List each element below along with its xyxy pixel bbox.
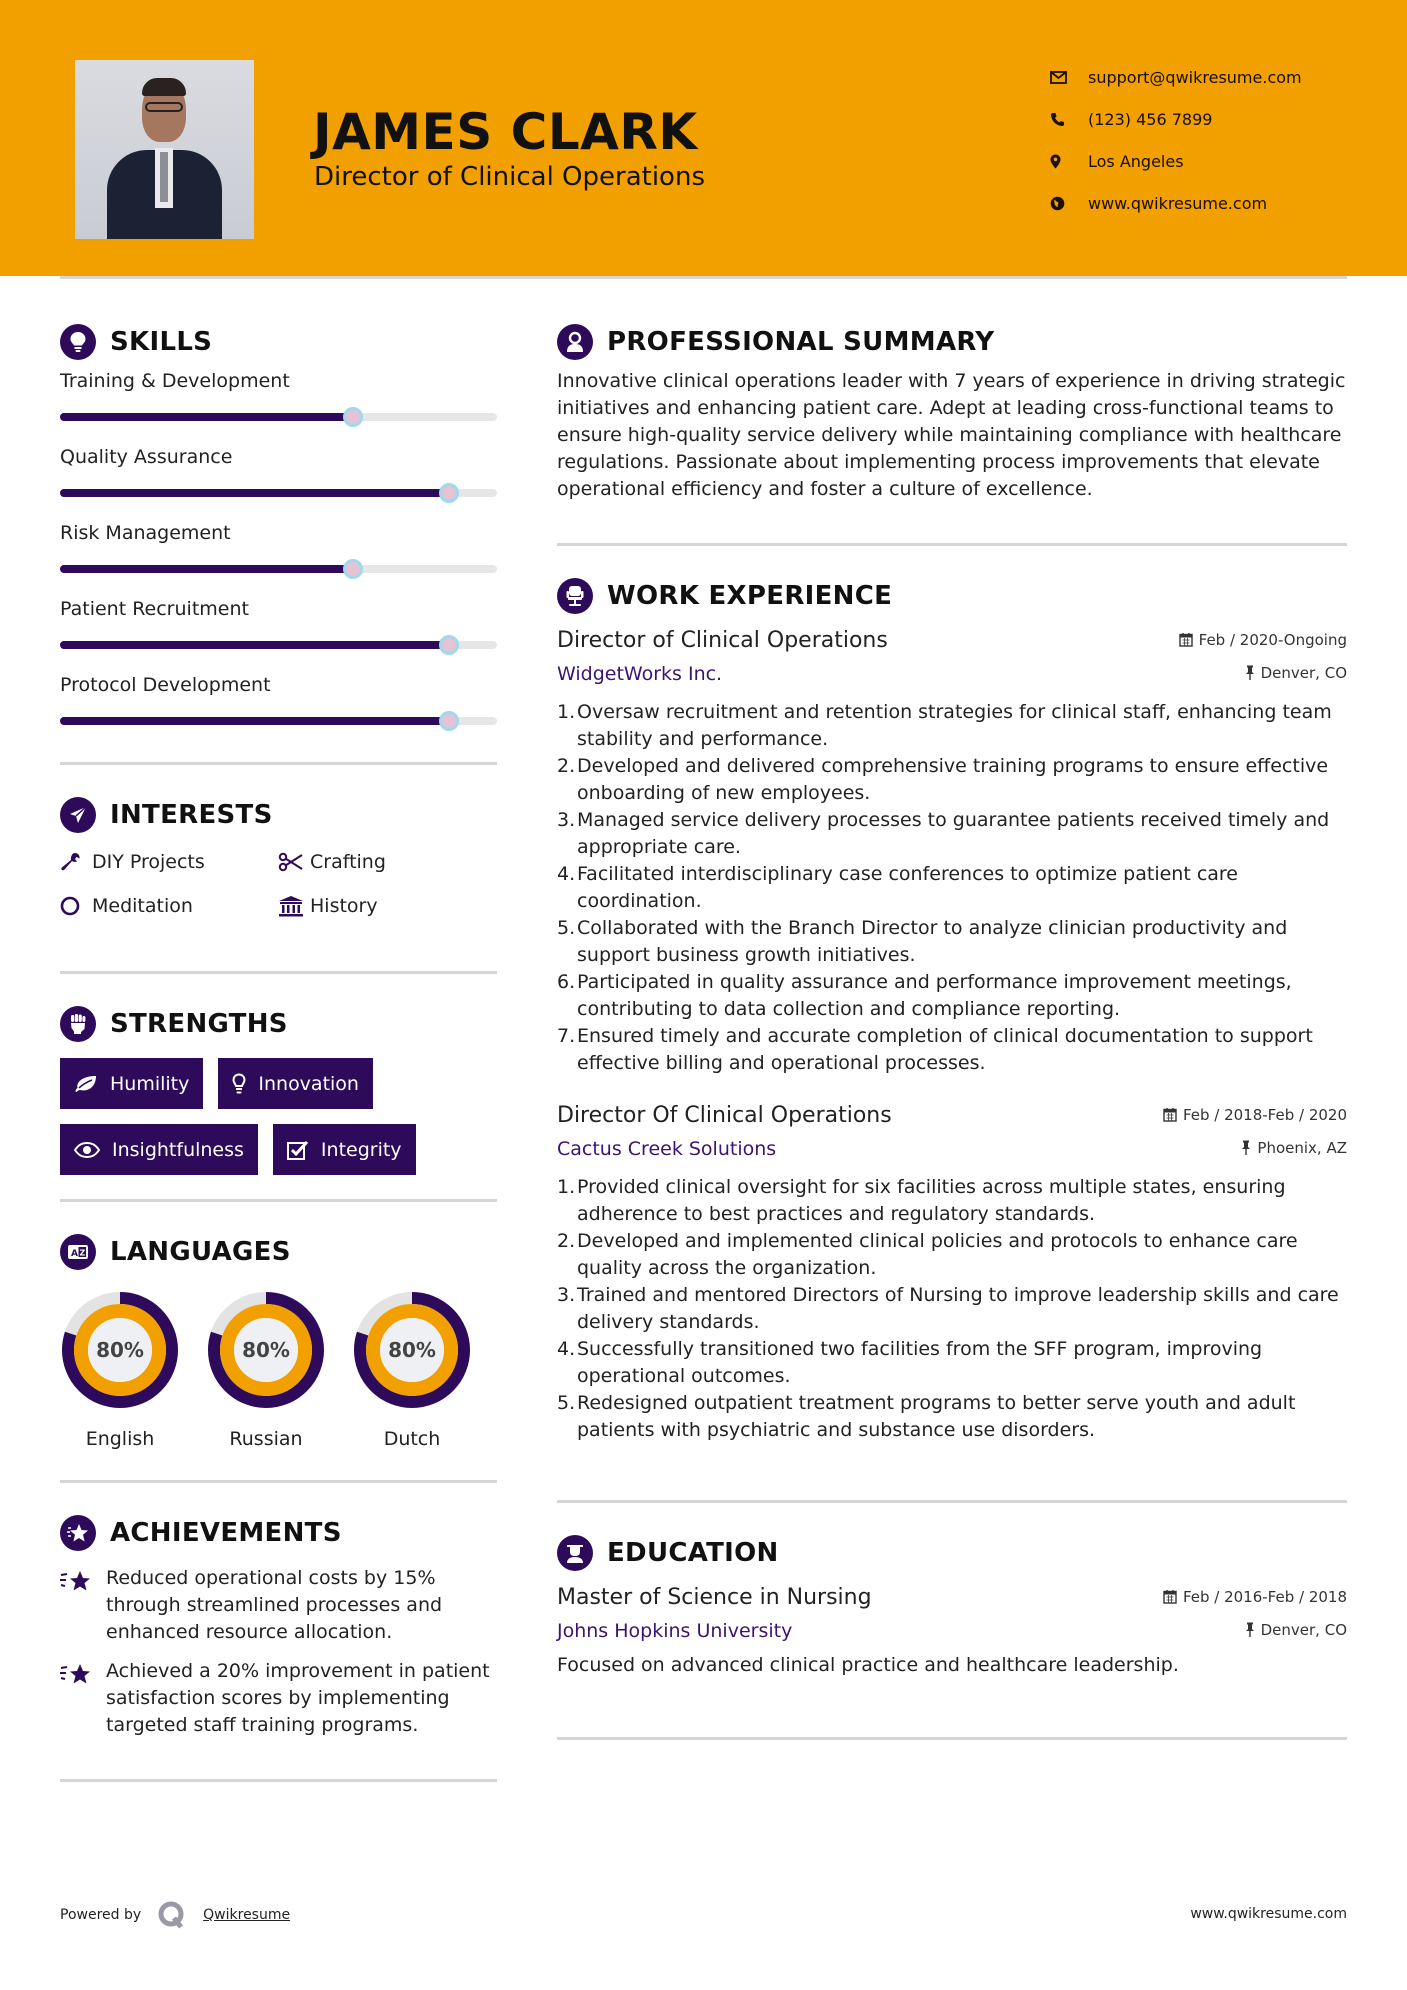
bullet-item: 2. Developed and implemented clinical policies and protocols to enhance care quality across the organization. [557, 1230, 1298, 1279]
section-divider [60, 1199, 497, 1202]
pushpin-icon [1245, 1622, 1255, 1637]
scissors-icon [278, 852, 310, 872]
degree-title: Master of Science in Nursing [557, 1585, 872, 1610]
skill-item [60, 596, 497, 672]
skill-bar [60, 641, 497, 649]
bullet-item: 1. Provided clinical oversight for six facilities across multiple states, ensuring adherence to best practices and regulatory standards. [557, 1176, 1286, 1225]
summary-section [557, 320, 1347, 503]
interests-section [60, 793, 497, 921]
eye-icon [74, 1142, 100, 1158]
job-title: Director of Clinical Operations [557, 628, 888, 653]
wrench-icon [60, 851, 92, 873]
section-divider [60, 971, 497, 974]
right-column [557, 320, 1347, 1740]
interest-item [60, 847, 278, 877]
interest-item [278, 847, 497, 877]
section-divider [557, 1737, 1347, 1740]
map-marker-icon [1050, 154, 1088, 169]
footer-website[interactable]: www.qwikresume.com [1190, 1906, 1347, 1922]
skills-section [60, 320, 497, 748]
contact-email[interactable] [1050, 56, 1302, 98]
company-name: WidgetWorks Inc. [557, 663, 723, 685]
strength-label: Integrity [320, 1138, 402, 1161]
bullet-item: 5. Collaborated with the Branch Director to analyze clinician productivity and support business growth initiatives. [557, 917, 1288, 966]
calendar-icon [1163, 1589, 1177, 1604]
footer-powered-by [60, 1900, 290, 1930]
pushpin-icon [1241, 1140, 1251, 1155]
contact-email-text: support@qwikresume.com [1088, 67, 1302, 87]
languages-title: LANGUAGES [110, 1237, 291, 1267]
interest-item [278, 891, 497, 921]
bullet-item: 2. Developed and delivered comprehensive training programs to ensure effective onboarding of new employees. [557, 755, 1329, 804]
skill-bar [60, 565, 497, 573]
shooting-star-icon [60, 1658, 106, 1739]
job-location-text: Phoenix, AZ [1257, 1138, 1347, 1157]
skill-bar [60, 413, 497, 421]
bullet-item: 3. Trained and mentored Directors of Nursing to improve leadership skills and care delivery standards. [557, 1284, 1339, 1333]
job-entry [557, 1103, 1347, 1444]
language-item [206, 1290, 326, 1450]
language-item [352, 1290, 472, 1450]
skill-knob [343, 407, 363, 427]
languages-section [60, 1230, 497, 1450]
experience-title: WORK EXPERIENCE [607, 581, 893, 611]
graduate-icon [557, 1535, 593, 1571]
bullet-item: 3. Managed service delivery processes to guarantee patients received timely and appropriate care. [557, 809, 1330, 858]
candidate-title: Director of Clinical Operations [314, 162, 705, 192]
user-icon [557, 324, 593, 360]
education-dates-text: Feb / 2016-Feb / 2018 [1182, 1587, 1347, 1606]
candidate-name: JAMES CLARK [313, 103, 698, 161]
language-label: Russian [229, 1428, 303, 1450]
paper-plane-icon [60, 797, 96, 833]
job-bullets [557, 699, 1347, 1077]
skill-item [60, 368, 497, 444]
shooting-star-icon [60, 1565, 106, 1646]
skill-label: Protocol Development [60, 674, 271, 696]
bullet-item: 7. Ensured timely and accurate completion of clinical documentation to support effective billing and operational processes. [557, 1025, 1313, 1074]
section-divider [60, 1480, 497, 1483]
contact-website-text: www.qwikresume.com [1088, 193, 1268, 213]
strength-label: Humility [110, 1072, 190, 1095]
bullet-item: 1. Oversaw recruitment and retention strategies for clinical staff, enhancing team stability and performance. [557, 701, 1332, 750]
achievements-title: ACHIEVEMENTS [110, 1518, 342, 1548]
section-divider [60, 1779, 497, 1782]
profile-photo [75, 60, 254, 239]
language-progress-ring [60, 1290, 180, 1410]
strength-badge [60, 1058, 203, 1109]
strength-label: Innovation [258, 1072, 359, 1095]
header-divider [60, 276, 1347, 279]
job-dates-text: Feb / 2018-Feb / 2020 [1182, 1105, 1347, 1124]
strength-badge [60, 1124, 258, 1175]
section-divider [557, 543, 1347, 546]
strength-label: Insightfulness [112, 1138, 244, 1161]
language-progress-ring [206, 1290, 326, 1410]
language-icon [60, 1234, 96, 1270]
education-section [557, 1531, 1347, 1679]
interest-label: History [310, 895, 378, 917]
section-divider [60, 762, 497, 765]
skill-label: Risk Management [60, 522, 231, 544]
experience-section [557, 574, 1347, 1444]
skill-knob [439, 483, 459, 503]
achievement-item [60, 1658, 497, 1739]
svg-text:A: A [71, 1249, 78, 1259]
language-item [60, 1290, 180, 1450]
skill-knob [439, 711, 459, 731]
qwikresume-logo-icon [157, 1900, 187, 1930]
education-title: EDUCATION [607, 1538, 779, 1568]
contact-location [1050, 140, 1302, 182]
job-bullets [557, 1174, 1347, 1444]
phone-icon [1050, 112, 1088, 127]
strengths-section [60, 1002, 497, 1175]
bullet-item: 5. Redesigned outpatient treatment programs to better serve youth and adult patients with psychiatric and substance use disorders. [557, 1392, 1296, 1441]
language-percent: 80% [96, 1338, 144, 1362]
skill-label: Patient Recruitment [60, 598, 249, 620]
contact-website[interactable] [1050, 182, 1302, 224]
lightbulb-icon [60, 324, 96, 360]
job-entry [557, 628, 1347, 1077]
skill-knob [439, 635, 459, 655]
qwikresume-link[interactable]: Qwikresume [203, 1907, 291, 1923]
section-divider [557, 1500, 1347, 1503]
globe-icon [1050, 196, 1088, 211]
museum-icon [278, 895, 310, 917]
powered-by-text: Powered by [60, 1907, 142, 1923]
left-column [60, 320, 497, 1782]
skill-item [60, 672, 497, 748]
contact-phone-text: (123) 456 7899 [1088, 109, 1213, 129]
interest-item [60, 891, 278, 921]
language-percent: 80% [388, 1338, 436, 1362]
language-label: English [85, 1428, 155, 1450]
education-description: Focused on advanced clinical practice and healthcare leadership. [557, 1654, 1179, 1676]
achievement-text: Achieved a 20% improvement in patient satisfaction scores by implementing targeted staff training programs. [106, 1660, 490, 1736]
bullet-item: 4. Successfully transitioned two facilities from the SFF program, improving operational outcomes. [557, 1338, 1263, 1387]
skill-item [60, 444, 497, 520]
language-label: Dutch [383, 1428, 441, 1450]
education-entry [557, 1585, 1347, 1679]
circle-icon [60, 895, 92, 917]
strength-badge [218, 1058, 373, 1109]
skill-item [60, 520, 497, 596]
bullet-item: 6. Participated in quality assurance and performance improvement meetings, contributing to data collection and compliance reporting. [557, 971, 1292, 1020]
skill-bar [60, 717, 497, 725]
skills-title: SKILLS [110, 327, 213, 357]
summary-title: PROFESSIONAL SUMMARY [607, 327, 995, 357]
summary-text: Innovative clinical operations leader with 7 years of experience in driving strategic initiatives and enhancing patient care. Adept at leading cross-functional teams to ensure high-quality service delivery while maintaining compliance with healthcare regulations. Passionate about implementing process improvements that elevate operational efficiency and foster a culture of excellence. [557, 370, 1346, 500]
contact-location-text: Los Angeles [1088, 151, 1184, 171]
strengths-title: STRENGTHS [110, 1009, 288, 1039]
job-dates-text: Feb / 2020-Ongoing [1198, 630, 1347, 649]
skill-label: Training & Development [60, 370, 290, 392]
bullet-item: 4. Facilitated interdisciplinary case conferences to optimize patient care coordination. [557, 863, 1238, 912]
interest-label: DIY Projects [92, 851, 205, 873]
interests-title: INTERESTS [110, 800, 273, 830]
language-percent: 80% [242, 1338, 290, 1362]
fist-icon [60, 1006, 96, 1042]
leaf-icon [74, 1075, 98, 1093]
strength-badge [273, 1124, 416, 1175]
contact-phone[interactable] [1050, 98, 1302, 140]
office-chair-icon [557, 578, 593, 614]
skill-label: Quality Assurance [60, 446, 233, 468]
job-location [1241, 1139, 1347, 1157]
lightbulb-icon [232, 1073, 246, 1095]
svg-text:Z: Z [79, 1248, 86, 1258]
company-name: Cactus Creek Solutions [557, 1138, 777, 1160]
achievements-section [60, 1511, 497, 1739]
job-dates [1163, 1106, 1347, 1124]
job-location [1245, 664, 1347, 682]
interest-label: Crafting [310, 851, 386, 873]
job-location-text: Denver, CO [1260, 663, 1347, 682]
education-location-text: Denver, CO [1260, 1620, 1347, 1639]
job-dates [1179, 631, 1347, 649]
school-name: Johns Hopkins University [557, 1620, 793, 1642]
pushpin-icon [1245, 665, 1255, 680]
calendar-icon [1163, 1107, 1177, 1122]
achievement-item [60, 1565, 497, 1646]
education-location [1245, 1621, 1347, 1639]
check-square-icon [287, 1140, 309, 1160]
interest-label: Meditation [92, 895, 193, 917]
contact-list [1050, 56, 1302, 224]
star-badge-icon [60, 1515, 96, 1551]
envelope-icon [1050, 71, 1088, 84]
calendar-icon [1179, 632, 1193, 647]
job-title: Director Of Clinical Operations [557, 1103, 892, 1128]
education-dates [1163, 1588, 1347, 1606]
achievement-text: Reduced operational costs by 15% through streamlined processes and enhanced resource allocation. [106, 1567, 443, 1643]
skill-knob [343, 559, 363, 579]
skill-bar [60, 489, 497, 497]
language-progress-ring [352, 1290, 472, 1410]
header-banner [0, 0, 1407, 276]
